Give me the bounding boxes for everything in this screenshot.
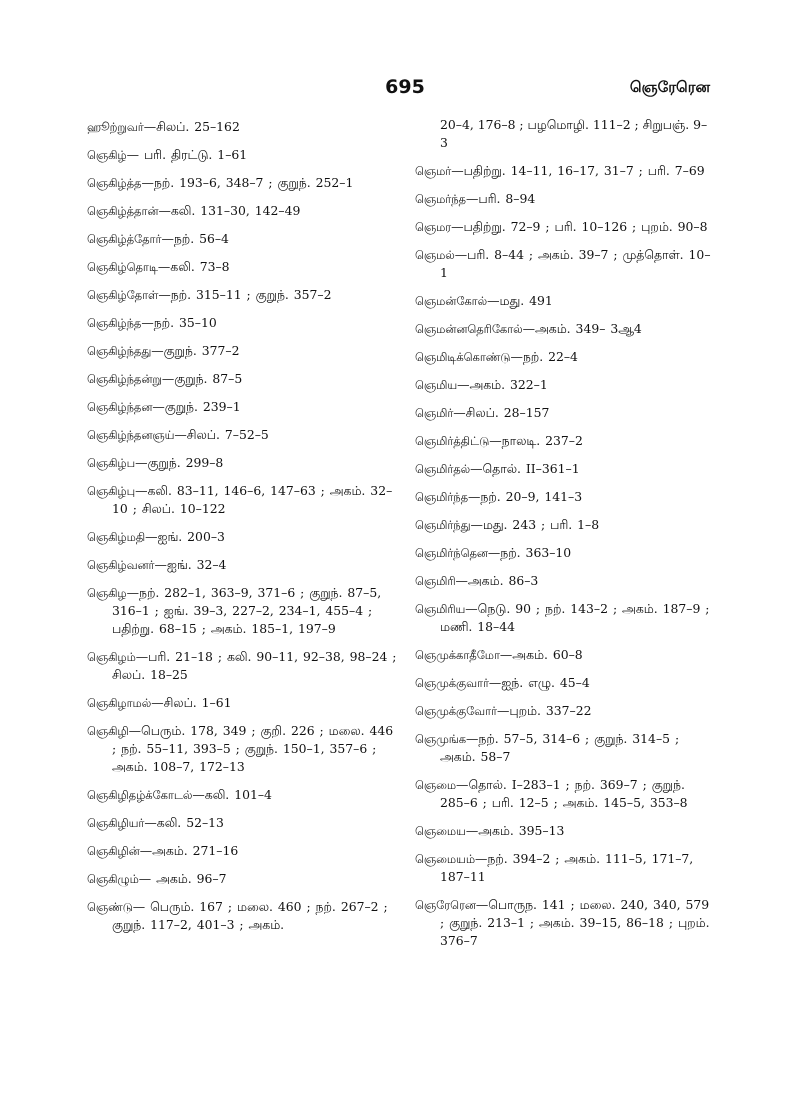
entry-dash: — — [510, 349, 523, 364]
entry-references: மது. 491 — [499, 293, 553, 308]
entry-references: மது. 243 ; பரி. 1–8 — [482, 517, 600, 532]
entry-dash: — — [135, 649, 149, 664]
entry-references: பதிற்று. 72–9 ; பரி. 10–126 ; புறம். 90–8 — [463, 219, 708, 234]
index-entry — [87, 146, 399, 164]
index-entry — [415, 488, 715, 506]
entry-references: நற். 22–4 — [522, 349, 578, 364]
entry-headword: ஞெமுக்குவோர் — [415, 704, 497, 718]
entry-dash: — — [135, 455, 148, 470]
entry-dash: — — [126, 147, 139, 162]
index-entry — [415, 376, 715, 394]
entry-references: குறுந். 299–8 — [147, 455, 224, 470]
entry-references: ஐங். 32–4 — [166, 557, 227, 572]
index-entry — [87, 258, 399, 276]
entry-headword: ஞெமுக்குவார் — [415, 676, 489, 690]
entry-headword: ஞெமுக்காதீமோ — [415, 648, 500, 662]
entry-headword: ஞெமிர்ந்து — [415, 518, 471, 532]
entry-dash: — — [468, 489, 481, 504]
entry-references: அகம். 60–8 — [512, 647, 583, 662]
index-entry — [415, 320, 715, 338]
entry-references: அகம். 96–7 — [151, 871, 227, 886]
entry-dash: — — [141, 315, 154, 330]
entry-references: கலி. 73–8 — [170, 259, 230, 274]
entry-references: ஐந். எழு. 45–4 — [501, 675, 590, 690]
entry-dash: — — [144, 815, 157, 830]
entry-headword: ஞெகிழ்த்தான் — [87, 204, 159, 218]
continued-entry: 20–4, 176–8 ; பழமொழி. 111–2 ; சிறுபஞ். 9–3 — [440, 117, 708, 150]
entry-headword: ஞெமைய — [415, 824, 466, 838]
entry-headword: ஞெமன்னதெரிகோல் — [415, 322, 523, 336]
entry-dash: — — [145, 529, 158, 544]
entry-references: சிலப். 1–61 — [163, 695, 232, 710]
index-entry — [87, 454, 399, 472]
entry-dash: — — [139, 843, 153, 858]
entry-dash: — — [161, 371, 175, 386]
entry-headword: ஞெமல் — [415, 248, 455, 262]
entry-dash: — — [456, 777, 469, 792]
index-entry — [415, 218, 715, 236]
entry-dash: — — [152, 399, 165, 414]
entry-headword: ஞெகிழ்ப — [87, 456, 136, 470]
index-entry — [87, 314, 399, 332]
index-entry — [87, 370, 399, 388]
index-entry — [87, 482, 399, 518]
entry-headword: ஞெமிடிக்கொண்டு — [415, 350, 511, 364]
index-entry — [415, 674, 715, 692]
index-entry — [415, 404, 715, 422]
index-entry — [87, 786, 399, 804]
entry-dash: — — [470, 461, 483, 476]
entry-headword: ஞெண்டு — [87, 900, 133, 914]
index-entry — [415, 432, 715, 450]
entry-dash: — — [192, 787, 205, 802]
entry-references: பரி. திரட்டு. 1–61 — [139, 147, 248, 162]
entry-references: நற். 57–5, 314–6 ; குறுந். 314–5 ; அகம். 58–7 — [440, 731, 680, 764]
entry-dash: — — [475, 897, 489, 912]
entry-dash: — — [455, 573, 468, 588]
index-entry — [415, 348, 715, 366]
entry-references: அகம். 395–13 — [478, 823, 565, 838]
entry-dash: — — [465, 823, 479, 838]
entry-dash: — — [522, 321, 536, 336]
entry-headword: ஞெமையம் — [415, 852, 475, 866]
entry-dash: — — [132, 899, 146, 914]
entry-references: நாலடி. 237–2 — [501, 433, 583, 448]
entry-headword: ஞெகிழியர் — [87, 816, 145, 830]
entry-headword: ஞெமிர் — [415, 406, 454, 420]
index-entry — [415, 600, 715, 636]
entry-references: கலி. 52–13 — [156, 815, 224, 830]
entry-headword: ஞெமிர்ந்தென — [415, 546, 488, 560]
entry-headword: ஞெகிழாமல் — [87, 696, 152, 710]
entry-dash: — — [488, 675, 502, 690]
entry-headword: ஞெமன்கோல் — [415, 294, 488, 308]
index-entry — [415, 646, 715, 664]
entry-dash: — — [489, 433, 502, 448]
index-entry — [415, 246, 715, 282]
entry-references: கலி. 101–4 — [204, 787, 272, 802]
entry-headword: ஞெகிழிதழ்க்கோடல் — [87, 788, 193, 802]
index-entry — [87, 842, 399, 860]
right-column — [415, 116, 715, 960]
entry-references: பொருந. 141 ; மலை. 240, 340, 579 ; குறுந். 213–1 ; அகம். 39–15, 86–18 ; புறம். 376–7 — [440, 897, 710, 948]
entry-headword: ஞெகிழ்மதி — [87, 530, 146, 544]
entry-dash: — — [451, 163, 464, 178]
entry-references: நற். 193–6, 348–7 ; குறுந். 252–1 — [153, 175, 354, 190]
entry-references: நற். 363–10 — [500, 545, 572, 560]
running-head: ஞெரேரென — [629, 78, 710, 96]
index-entry — [415, 896, 715, 950]
entry-headword: ஞெகிழ்ந்த — [87, 316, 142, 330]
entry-headword: ஞெகிழ்தொடி — [87, 260, 158, 274]
entry-dash: — — [143, 119, 157, 134]
entry-references: பெரும். 178, 349 ; குறி. 226 ; மலை. 446 ; நற். 55–11, 393–5 ; குறுந். 150–1, 357–6 ; அகம். 108–7, 172–13 — [112, 723, 394, 774]
entry-references: சிலப். 25–162 — [156, 119, 240, 134]
entry-references: நற். 56–4 — [173, 231, 229, 246]
entry-references: தொல். II–361–1 — [482, 461, 580, 476]
index-entry — [415, 822, 715, 840]
entry-headword: ஞெகிழ்ந்தன்று — [87, 372, 162, 386]
index-entry — [415, 162, 715, 180]
entry-headword: ஞெமிர்ந்த — [415, 490, 468, 504]
entry-references: கலி. 83–11, 146–6, 147–63 ; அகம். 32–10 ; சிலப். 10–122 — [112, 483, 393, 516]
index-entry — [415, 572, 715, 590]
entry-references: கலி. 131–30, 142–49 — [170, 203, 301, 218]
entry-references: பரி. 8–44 ; அகம். 39–7 ; முத்தொள். 10–1 — [440, 247, 711, 280]
index-entry — [415, 544, 715, 562]
entry-headword: ஞெகிழும் — [87, 872, 139, 886]
index-entry — [415, 190, 715, 208]
entry-headword: ஞெமிர்த்திட்டு — [415, 434, 490, 448]
entry-references: தொல். I–283–1 ; நற். 369–7 ; குறுந். 285–6 ; பரி. 12–5 ; அகம். 145–5, 353–8 — [440, 777, 688, 810]
index-entry — [415, 702, 715, 720]
entry-headword: ஞெமிய — [415, 378, 458, 392]
entry-dash: — — [135, 483, 148, 498]
entry-references: குறுந். 239–1 — [164, 399, 241, 414]
entry-dash: — — [451, 219, 464, 234]
index-entry — [87, 202, 399, 220]
entry-dash: — — [454, 247, 468, 262]
index-entry — [87, 174, 399, 192]
entry-dash: — — [154, 557, 167, 572]
entry-headword: ஞெரேரென — [415, 898, 476, 912]
entry-dash: — — [487, 545, 501, 560]
index-entry — [87, 584, 399, 638]
entry-references: பதிற்று. 14–11, 16–17, 31–7 ; பரி. 7–69 — [463, 163, 705, 178]
index-entry — [87, 722, 399, 776]
index-entry — [87, 556, 399, 574]
index-entry — [87, 870, 399, 888]
index-entry — [87, 648, 399, 684]
entry-headword: ஞெமை — [415, 778, 457, 792]
entry-dash: — — [141, 175, 154, 190]
index-entry — [87, 528, 399, 546]
entry-headword: ஞெமிரிய — [415, 602, 466, 616]
entry-headword: ஞெகிழ்ந்தனஞய் — [87, 428, 175, 442]
entry-dash: — — [465, 601, 478, 616]
entry-dash: — — [157, 259, 171, 274]
entry-references: ஐங். 200–3 — [157, 529, 225, 544]
entry-dash: — — [151, 343, 164, 358]
entry-headword: ஞெகிழ்த்தோர் — [87, 232, 162, 246]
entry-headword: ஹூற்றுவர் — [87, 120, 144, 134]
entry-headword: ஞெமிர்தல் — [415, 462, 471, 476]
entry-references: குறுந். 377–2 — [163, 343, 240, 358]
entry-references: பரி. 8–94 — [478, 191, 536, 206]
index-entry — [415, 460, 715, 478]
entry-dash: — — [457, 377, 470, 392]
index-entry — [87, 230, 399, 248]
entry-headword: ஞெகிழ் — [87, 148, 127, 162]
entry-references: அகம். 86–3 — [467, 573, 539, 588]
entry-references: சிலப். 28–157 — [465, 405, 550, 420]
entry-dash: — — [126, 585, 139, 600]
entry-headword: ஞெகிழ்வனர் — [87, 558, 155, 572]
entry-headword: ஞெமுங்க — [415, 732, 467, 746]
entry-headword: ஞெகிழ்பு — [87, 484, 136, 498]
index-entry — [87, 118, 399, 136]
entry-headword: ஞெகிழ்ந்தன — [87, 400, 153, 414]
entry-references: அகம். 322–1 — [469, 377, 548, 392]
index-entry — [87, 898, 399, 934]
entry-headword: ஞெமிரி — [415, 574, 456, 588]
entry-dash: — — [470, 517, 483, 532]
entry-references: சிலப். 7–52–5 — [186, 427, 269, 442]
index-entry — [87, 426, 399, 444]
entry-references: நற். 315–11 ; குறுந். 357–2 — [170, 287, 332, 302]
entry-references: நற். 20–9, 141–3 — [480, 489, 583, 504]
entry-headword: ஞெகிழி — [87, 724, 129, 738]
entry-dash: — — [487, 293, 500, 308]
entry-dash: — — [138, 871, 152, 886]
entry-references: நற். 282–1, 363–9, 371–6 ; குறுந். 87–5, 316–1 ; ஐங். 39–3, 227–2, 234–1, 455–4 ; பதிற்று. 68–15 ; அகம். 185–1, 197–9 — [112, 585, 382, 636]
entry-references: பெரும். 167 ; மலை. 460 ; நற். 267–2 ; குறுந். 117–2, 401–3 ; அகம். — [112, 899, 388, 932]
entry-dash: — — [466, 731, 479, 746]
entry-dash: — — [465, 191, 479, 206]
entry-headword: ஞெமர — [415, 220, 452, 234]
index-entry — [415, 776, 715, 812]
entry-headword: ஞெகிழ — [87, 586, 127, 600]
index-entry — [87, 814, 399, 832]
entry-headword: ஞெமர்ந்த — [415, 192, 466, 206]
entry-dash: — — [474, 851, 488, 866]
entry-dash: — — [453, 405, 466, 420]
index-entry — [415, 730, 715, 766]
entry-headword: ஞெகிழ்தோள் — [87, 288, 159, 302]
entry-references: நற். 394–2 ; அகம். 111–5, 171–7, 187–11 — [440, 851, 694, 884]
entry-dash: — — [128, 723, 142, 738]
entry-dash: — — [161, 231, 174, 246]
entry-headword: ஞெகிழ்ந்தது — [87, 344, 152, 358]
index-entry — [87, 694, 399, 712]
entry-dash: — — [158, 287, 171, 302]
index-entry — [415, 516, 715, 534]
entry-dash: — — [496, 703, 510, 718]
entry-references: புறம். 337–22 — [509, 703, 592, 718]
entry-headword: ஞெகிழ்த்த — [87, 176, 142, 190]
index-entry — [87, 342, 399, 360]
index-entry — [415, 850, 715, 886]
entry-dash: — — [158, 203, 171, 218]
right-column-entries — [415, 162, 715, 950]
index-entry — [87, 398, 399, 416]
page-number: 695 — [385, 76, 425, 98]
entry-references: நெடு. 90 ; நற். 143–2 ; அகம். 187–9 ; மணி. 18–44 — [440, 601, 710, 634]
entry-references: நற். 35–10 — [153, 315, 217, 330]
entry-references: அகம். 271–16 — [152, 843, 239, 858]
entry-dash: — — [174, 427, 187, 442]
left-column — [87, 118, 399, 944]
entry-dash: — — [499, 647, 513, 662]
entry-headword: ஞெகிழம் — [87, 650, 136, 664]
index-entry — [87, 286, 399, 304]
index-entry — [415, 292, 715, 310]
entry-headword: ஞெமர் — [415, 164, 452, 178]
entry-dash: — — [151, 695, 164, 710]
entry-references: பரி. 21–18 ; கலி. 90–11, 92–38, 98–24 ; சிலப். 18–25 — [112, 649, 397, 682]
entry-references: குறுந். 87–5 — [174, 371, 243, 386]
entry-headword: ஞெகிழின் — [87, 844, 140, 858]
entry-references: அகம். 349– 3ஆ4 — [535, 321, 642, 336]
